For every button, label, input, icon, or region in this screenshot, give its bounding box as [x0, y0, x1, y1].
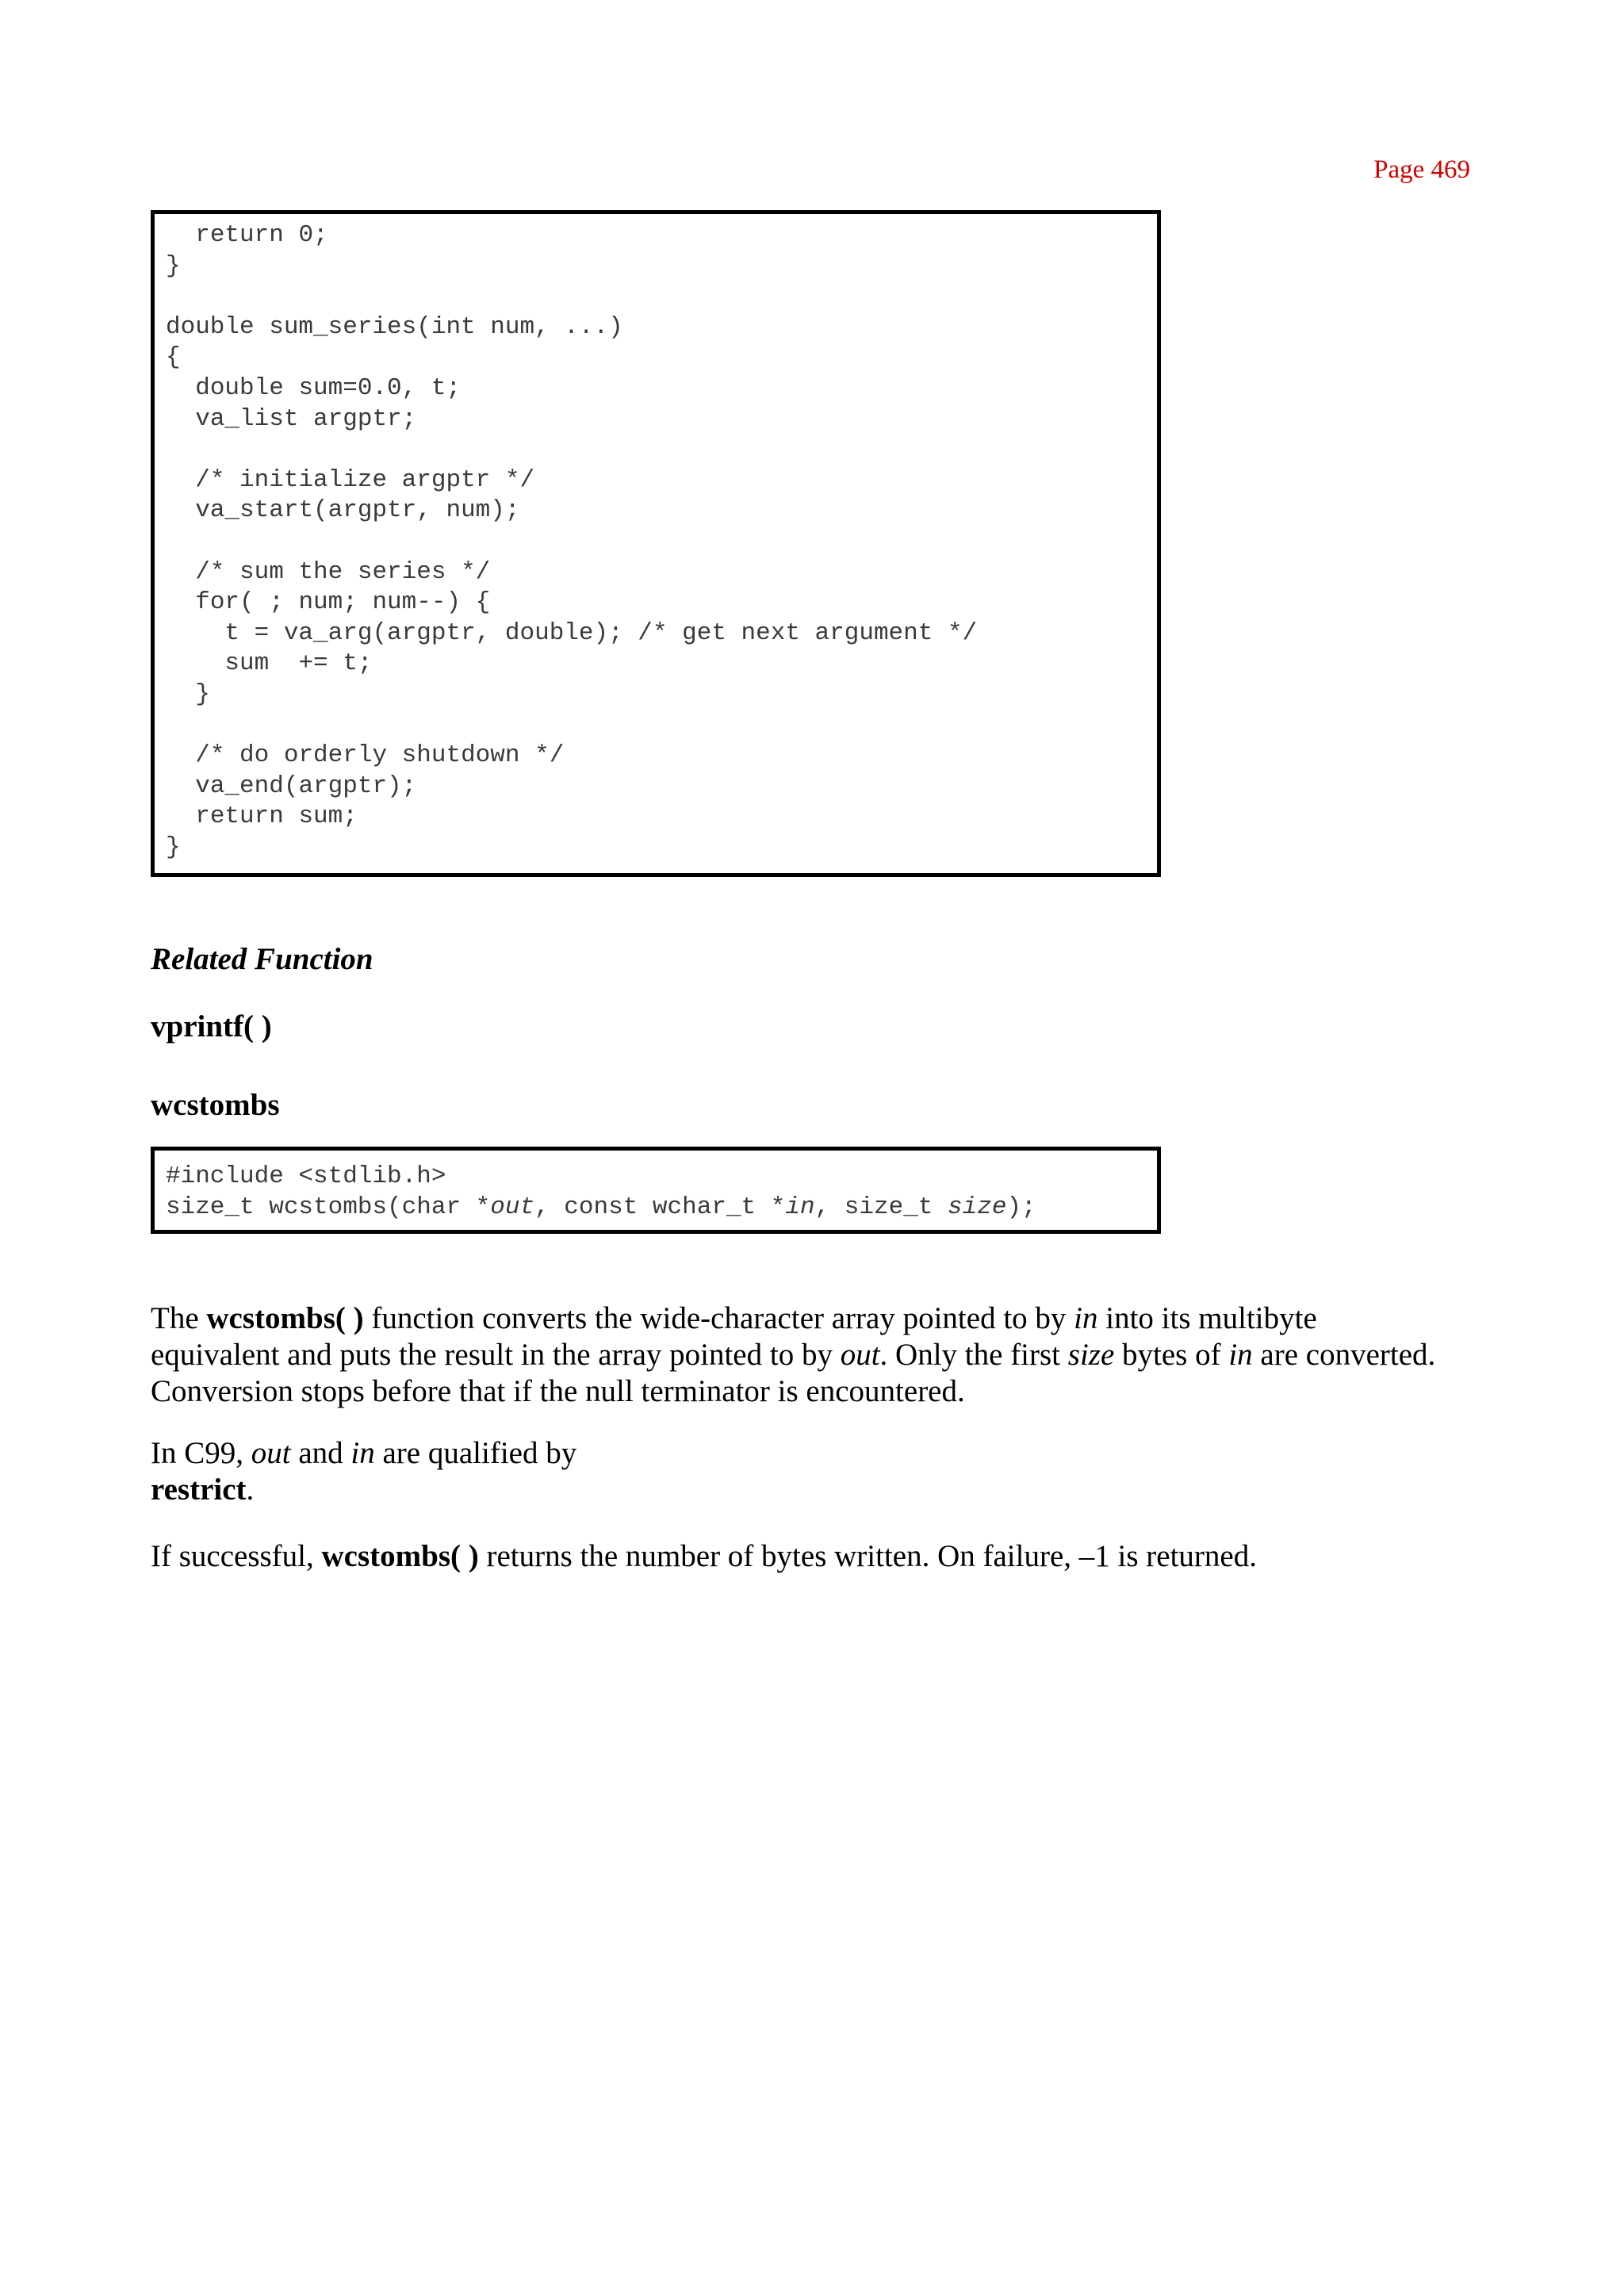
code-text: sum += t;: [224, 649, 373, 678]
code-text: return sum;: [195, 802, 358, 831]
related-function-name: vprintf( ): [151, 1009, 272, 1044]
text: .: [246, 1473, 255, 1507]
text: If successful,: [151, 1539, 322, 1573]
function-heading: wcstombs: [151, 1088, 280, 1122]
param-out: out: [490, 1193, 535, 1221]
code-text: t = va_arg(argptr, double); /* get next argument */: [224, 618, 978, 647]
code-line: [166, 649, 1157, 680]
text: is returned.: [1109, 1539, 1257, 1573]
text: . Only the first: [879, 1338, 1068, 1372]
code-text: }: [166, 833, 181, 861]
code-line: [166, 618, 1157, 649]
code-indent: [166, 496, 195, 524]
code-indent: [166, 772, 195, 800]
keyword: restrict: [151, 1473, 247, 1507]
text: function converts the wide-character array pointed to by: [363, 1301, 1074, 1335]
code-text: return 0;: [195, 221, 328, 249]
prototype-part: size_t wcstombs(char *: [166, 1193, 491, 1221]
description-paragraph: [151, 1300, 1451, 1410]
code-text: /* do orderly shutdown */: [195, 741, 565, 770]
code-line: [166, 496, 1157, 527]
code-line: [166, 251, 1157, 282]
return-value: –1: [1078, 1539, 1110, 1573]
code-text: double sum_series(int num, ...): [166, 312, 623, 341]
text: are converted. Conversion stops before that if the null terminator is encountered.: [151, 1338, 1436, 1408]
code-indent: [166, 619, 224, 647]
code-line: [166, 772, 1157, 802]
param-ref: size: [1067, 1338, 1115, 1372]
code-line: [166, 465, 1157, 496]
text: The: [151, 1301, 207, 1335]
code-line: [166, 802, 1157, 833]
function-name: wcstombs( ): [206, 1301, 364, 1335]
param-ref: in: [350, 1436, 375, 1470]
code-line: [166, 281, 1157, 312]
related-function-heading: Related Function: [151, 942, 373, 976]
code-line: [166, 527, 1157, 557]
code-indent: [166, 802, 195, 830]
page-number: Page 469: [1373, 155, 1470, 184]
code-text: }: [166, 251, 181, 280]
param-size: size: [948, 1193, 1007, 1221]
function-name: wcstombs( ): [321, 1539, 479, 1573]
code-line: [166, 343, 1157, 373]
prototype-signature-line: [166, 1193, 1157, 1224]
code-line: [166, 741, 1157, 772]
code-example-box: [151, 210, 1161, 877]
code-indent: [166, 374, 195, 402]
prototype-part: );: [1006, 1193, 1036, 1221]
code-line: [166, 557, 1157, 588]
prototype-part: , size_t: [814, 1193, 948, 1221]
prototype-part: , const wchar_t *: [534, 1193, 786, 1221]
param-ref: in: [1074, 1301, 1098, 1335]
code-line: [166, 588, 1157, 618]
code-line: [166, 404, 1157, 435]
code-indent: [166, 588, 195, 616]
code-line: [166, 312, 1157, 343]
code-text: double sum=0.0, t;: [195, 373, 462, 402]
code-line: [166, 435, 1157, 465]
code-line: [166, 710, 1157, 741]
text: returns the number of bytes written. On failure,: [478, 1539, 1079, 1573]
code-indent: [166, 558, 195, 586]
text: are qualified by: [374, 1436, 577, 1470]
code-text: }: [195, 680, 210, 708]
code-indent: [166, 680, 195, 708]
code-text: va_end(argptr);: [195, 772, 417, 800]
code-line: [166, 680, 1157, 710]
c99-paragraph: [151, 1435, 1451, 1508]
code-indent: [166, 741, 195, 769]
code-text: /* initialize argptr */: [195, 465, 535, 494]
prototype-include-line: #include <stdlib.h>: [166, 1162, 446, 1190]
param-in: in: [785, 1193, 815, 1221]
text: bytes of: [1114, 1338, 1229, 1372]
return-value-paragraph: [151, 1538, 1451, 1575]
code-indent: [166, 649, 224, 677]
text: and: [290, 1436, 351, 1470]
prototype-box: [151, 1147, 1161, 1234]
code-line: [166, 833, 1157, 864]
code-indent: [166, 405, 195, 433]
param-ref: out: [251, 1436, 291, 1470]
code-indent: [166, 221, 195, 249]
code-text: va_list argptr;: [195, 404, 417, 433]
code-text: /* sum the series */: [195, 557, 491, 586]
param-ref: in: [1228, 1338, 1253, 1372]
code-text: {: [166, 343, 181, 372]
text: In C99,: [151, 1436, 251, 1470]
code-text: for( ; num; num--) {: [195, 588, 491, 617]
text: into its multibyte equivalent and puts the result in the array pointed to by: [151, 1301, 1317, 1372]
code-indent: [166, 466, 195, 494]
code-line: [166, 220, 1157, 251]
code-listing: [166, 220, 1157, 863]
code-line: [166, 373, 1157, 404]
code-text: va_start(argptr, num);: [195, 496, 520, 525]
param-ref: out: [840, 1338, 880, 1372]
